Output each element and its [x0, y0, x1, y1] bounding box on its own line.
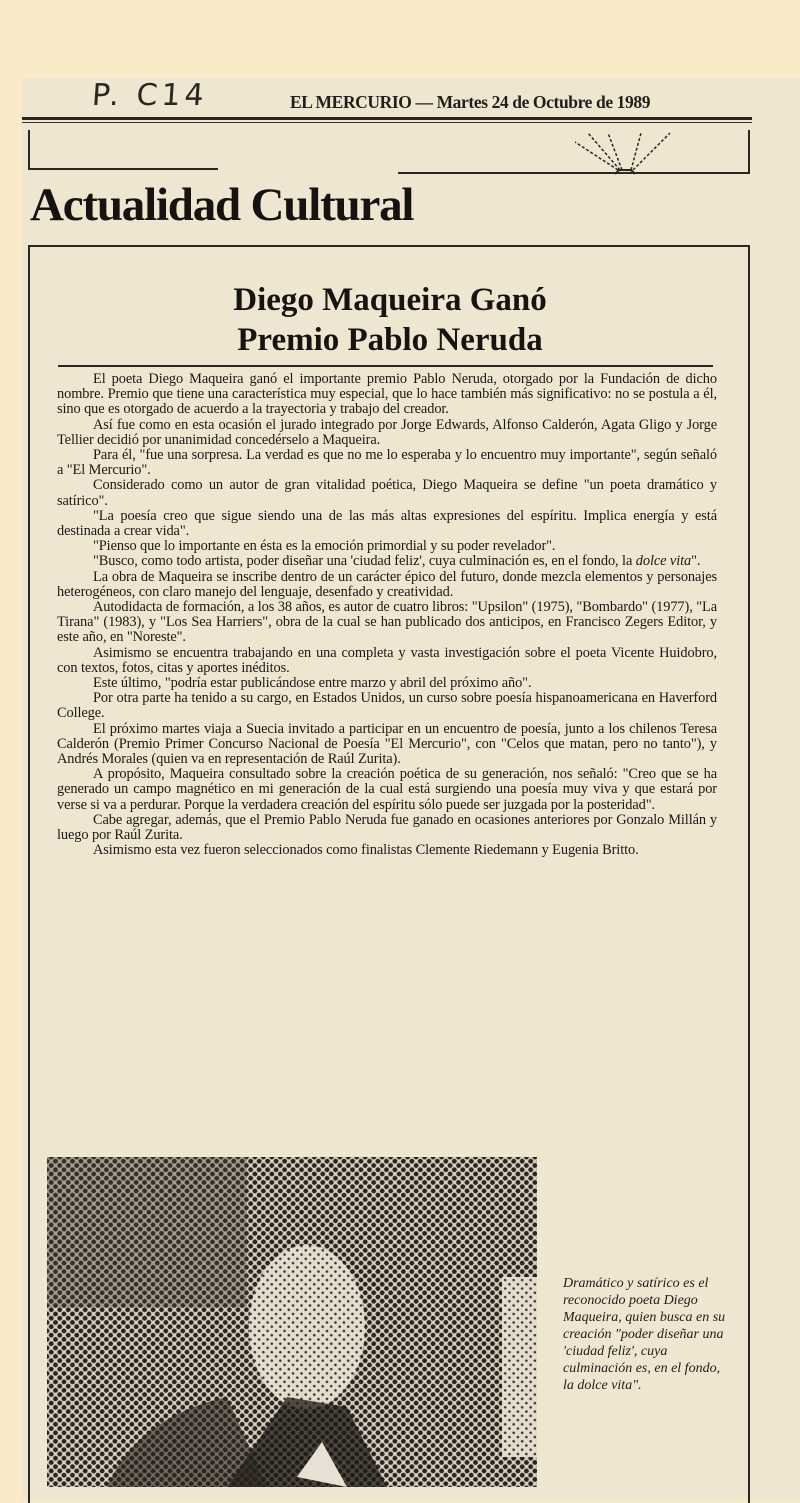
paragraph-text: "Busco, como todo artista, poder diseñar una 'ciudad feliz', cuya culminación es, en el fondo, la	[93, 553, 636, 570]
paragraph: Cabe agregar, además, que el Premio Pablo Neruda fue ganado en ocasiones anteriores por Gonzalo Millán y luego por Raúl Zurita.	[57, 811, 717, 844]
headline-line-2: Premio Pablo Neruda	[237, 322, 543, 358]
paragraph: Considerado como un autor de gran vitalidad poética, Diego Maqueira se define "un poeta dramático y satírico".	[57, 477, 717, 509]
paragraph: Asimismo esta vez fueron seleccionados como finalistas Clemente Riedemann y Eugenia Britto.	[93, 842, 639, 859]
portrait-photo-icon	[47, 1157, 537, 1487]
paragraph	[57, 554, 717, 569]
article-headline	[60, 280, 720, 360]
paragraph: El próximo martes viaja a Suecia invitado a participar en un encuentro de poesía, junto a los chilenos Teresa Calderón (Premio Primer Concurso Nacional de Poesía "El Mercurio", con "Celos que matan, pero no tanto"), y Andrés Morales (quien va en representación de Raúl Zurita).	[57, 720, 717, 768]
paragraph: Este último, "podría estar publicándose entre marzo y abril del próximo año".	[93, 675, 532, 692]
paragraph: Asimismo se encuentra trabajando en una completa y vasta investigación sobre el poeta Vicente Huidobro, con textos, fotos, citas y aportes inéditos.	[57, 644, 717, 676]
paragraph: Así fue como en esta ocasión el jurado integrado por Jorge Edwards, Alfonso Calderón, Agata Gligo y Jorge Tellier decidió por unanimidad concedérselo a Maqueira.	[57, 416, 717, 448]
paragraph: Por otra parte ha tenido a su cargo, en Estados Unidos, un curso sobre poesía hispanoamericana en Haverford College.	[57, 690, 717, 722]
masthead-rule-thin	[22, 122, 752, 123]
headline-line-1: Diego Maqueira Ganó	[233, 282, 547, 318]
photo-caption: Dramático y satírico es el reconocido poeta Diego Maqueira, quien busca en su creación "poder diseñar una 'ciudad feliz', cuya culminación es, en el fondo, la dolce vita".	[563, 1276, 726, 1393]
portrait-photo	[47, 1157, 537, 1487]
sunburst-ornament-icon	[575, 130, 685, 175]
paragraph: A propósito, Maqueira consultado sobre la creación poética de su generación, nos señaló: "Creo que se ha generado un campo magnético en mi generación de la cual está surgiendo una poesía muy viva y que estará por verse si va a perdurar. Porque la verdadera creación del espíritu sólo puede ser juzgada por la posteridad".	[57, 766, 717, 813]
paragraph: Para él, "fue una sorpresa. La verdad es que no me lo esperaba y lo encuentro muy importante", según señaló a "El Mercurio".	[57, 447, 717, 479]
paragraph: La obra de Maqueira se inscribe dentro de un carácter épico del futuro, donde mezcla elementos y personajes heterogéneos, con claro manejo del lenguaje, desenfado y creatividad.	[57, 568, 717, 600]
paragraph: "La poesía creo que sigue siendo una de las más altas expresiones del espíritu. Implica energía y está destinada a crear vida".	[57, 507, 717, 540]
paragraph: El poeta Diego Maqueira ganó el importante premio Pablo Neruda, otorgado por la Fundación de dicho nombre. Premio que tiene una característica muy especial, que lo hace también más significativo: no se postula a él, sino que es otorgado de acuerdo a la trayectoria y trabajo del creador.	[57, 371, 717, 418]
article-body	[57, 372, 717, 859]
quote-close: ".	[691, 553, 701, 570]
handwritten-page-note: P. C14	[90, 78, 209, 113]
masthead-dateline: EL MERCURIO — Martes 24 de Octubre de 1989	[290, 92, 651, 112]
headline-rule	[58, 365, 713, 367]
section-frame-right	[398, 130, 750, 174]
paragraph: "Pienso que lo importante en ésta es la emoción primordial y su poder revelador".	[93, 538, 556, 555]
masthead-rule	[22, 117, 752, 120]
paragraph: Autodidacta de formación, a los 38 años, es autor de cuatro libros: "Upsilon" (1975), "Bombardo" (1977), "La Tirana" (1983), y "Los Sea Harriers", obra de la cual se han publicado dos anticipos, en Francisco Zegers Editor, y este año, en "Noreste".	[57, 599, 717, 646]
section-frame-left	[28, 130, 218, 170]
section-title: Actualidad Cultural	[30, 179, 414, 231]
italic-phrase: dolce vita	[635, 553, 692, 570]
